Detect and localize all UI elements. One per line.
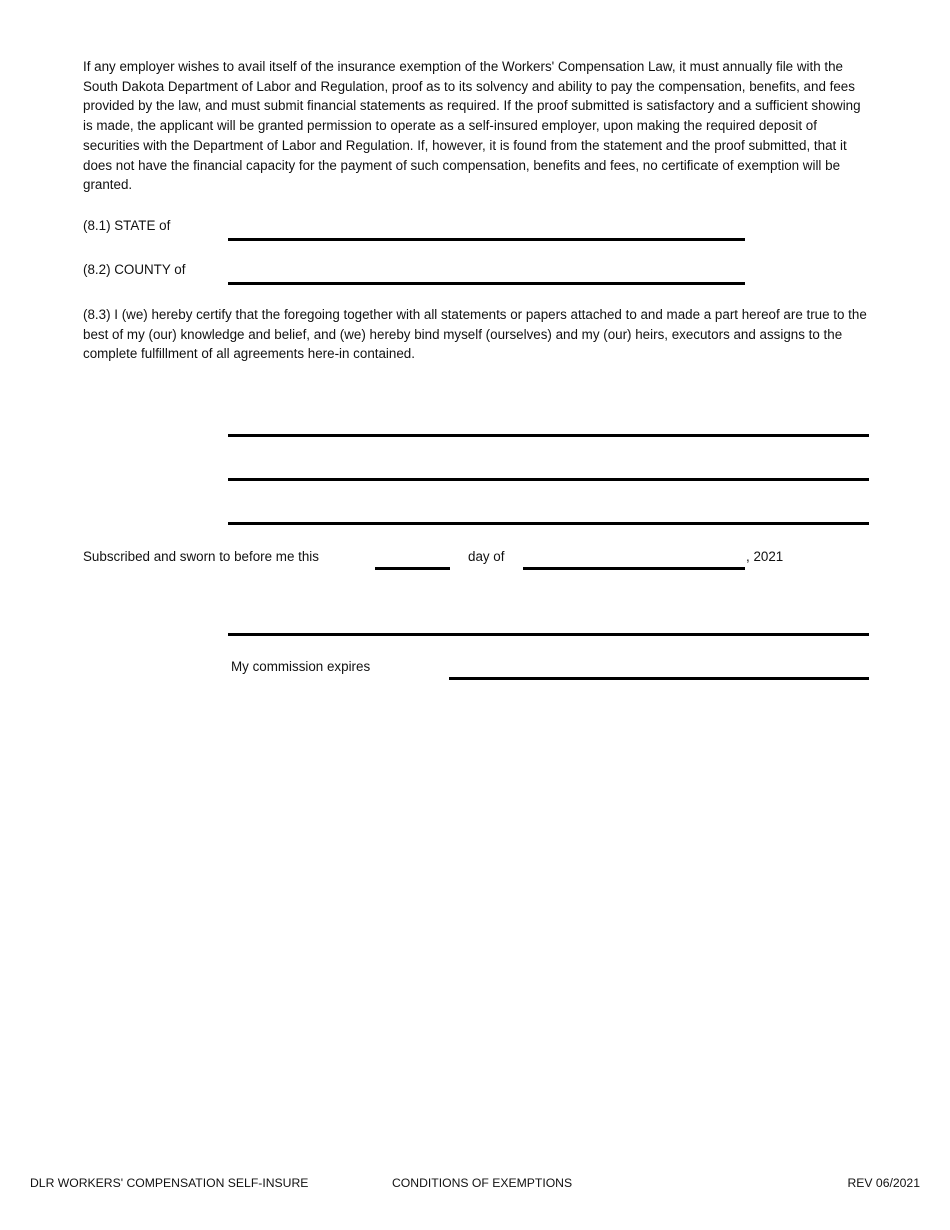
county-label: (8.2) COUNTY of <box>83 262 186 277</box>
sworn-day-line[interactable] <box>375 567 450 570</box>
footer-right: REV 06/2021 <box>847 1176 920 1190</box>
signature-line-1[interactable] <box>228 434 869 437</box>
sworn-month-line[interactable] <box>523 567 745 570</box>
sworn-day-of-label: day of <box>468 549 505 564</box>
signature-line-2[interactable] <box>228 478 869 481</box>
county-field-line[interactable] <box>228 282 745 285</box>
signature-line-3[interactable] <box>228 522 869 525</box>
footer-left: DLR WORKERS' COMPENSATION SELF-INSURE <box>30 1176 309 1190</box>
certification-paragraph: (8.3) I (we) hereby certify that the foregoing together with all statements or papers attached to and made a part hereof are true to the best of my (our) knowledge and belief, and (we) hereby bind myself (ourselves) and my (our) heirs, executors and assigns to the complete fulfillment of all agreements here-in contained. <box>83 307 867 362</box>
state-field-line[interactable] <box>228 238 745 241</box>
intro-paragraph: If any employer wishes to avail itself of the insurance exemption of the Workers' Compensation Law, it must annually file with the South Dakota Department of Labor and Regulation, proof as to its solvency and ability to pay the compensation, benefits, and fees provided by the law, and must submit financial statements as required. If the proof submitted is satisfactory and a sufficient showing is made, the applicant will be granted permission to operate as a self-insured employer, upon making the required deposit of securities with the Department of Labor and Regulation. If, however, it is found from the statement and the proof submitted, that it does not have the financial capacity for the payment of such compensation, benefits and fees, no certificate of exemption will be granted. <box>83 59 861 193</box>
sworn-prefix-label: Subscribed and sworn to before me this <box>83 549 319 564</box>
state-label: (8.1) STATE of <box>83 218 171 233</box>
footer-center: CONDITIONS OF EXEMPTIONS <box>392 1176 573 1190</box>
commission-expires-line[interactable] <box>449 677 869 680</box>
sworn-year-label: , 2021 <box>746 549 784 564</box>
notary-signature-line[interactable] <box>228 633 869 636</box>
commission-label: My commission expires <box>231 659 371 674</box>
